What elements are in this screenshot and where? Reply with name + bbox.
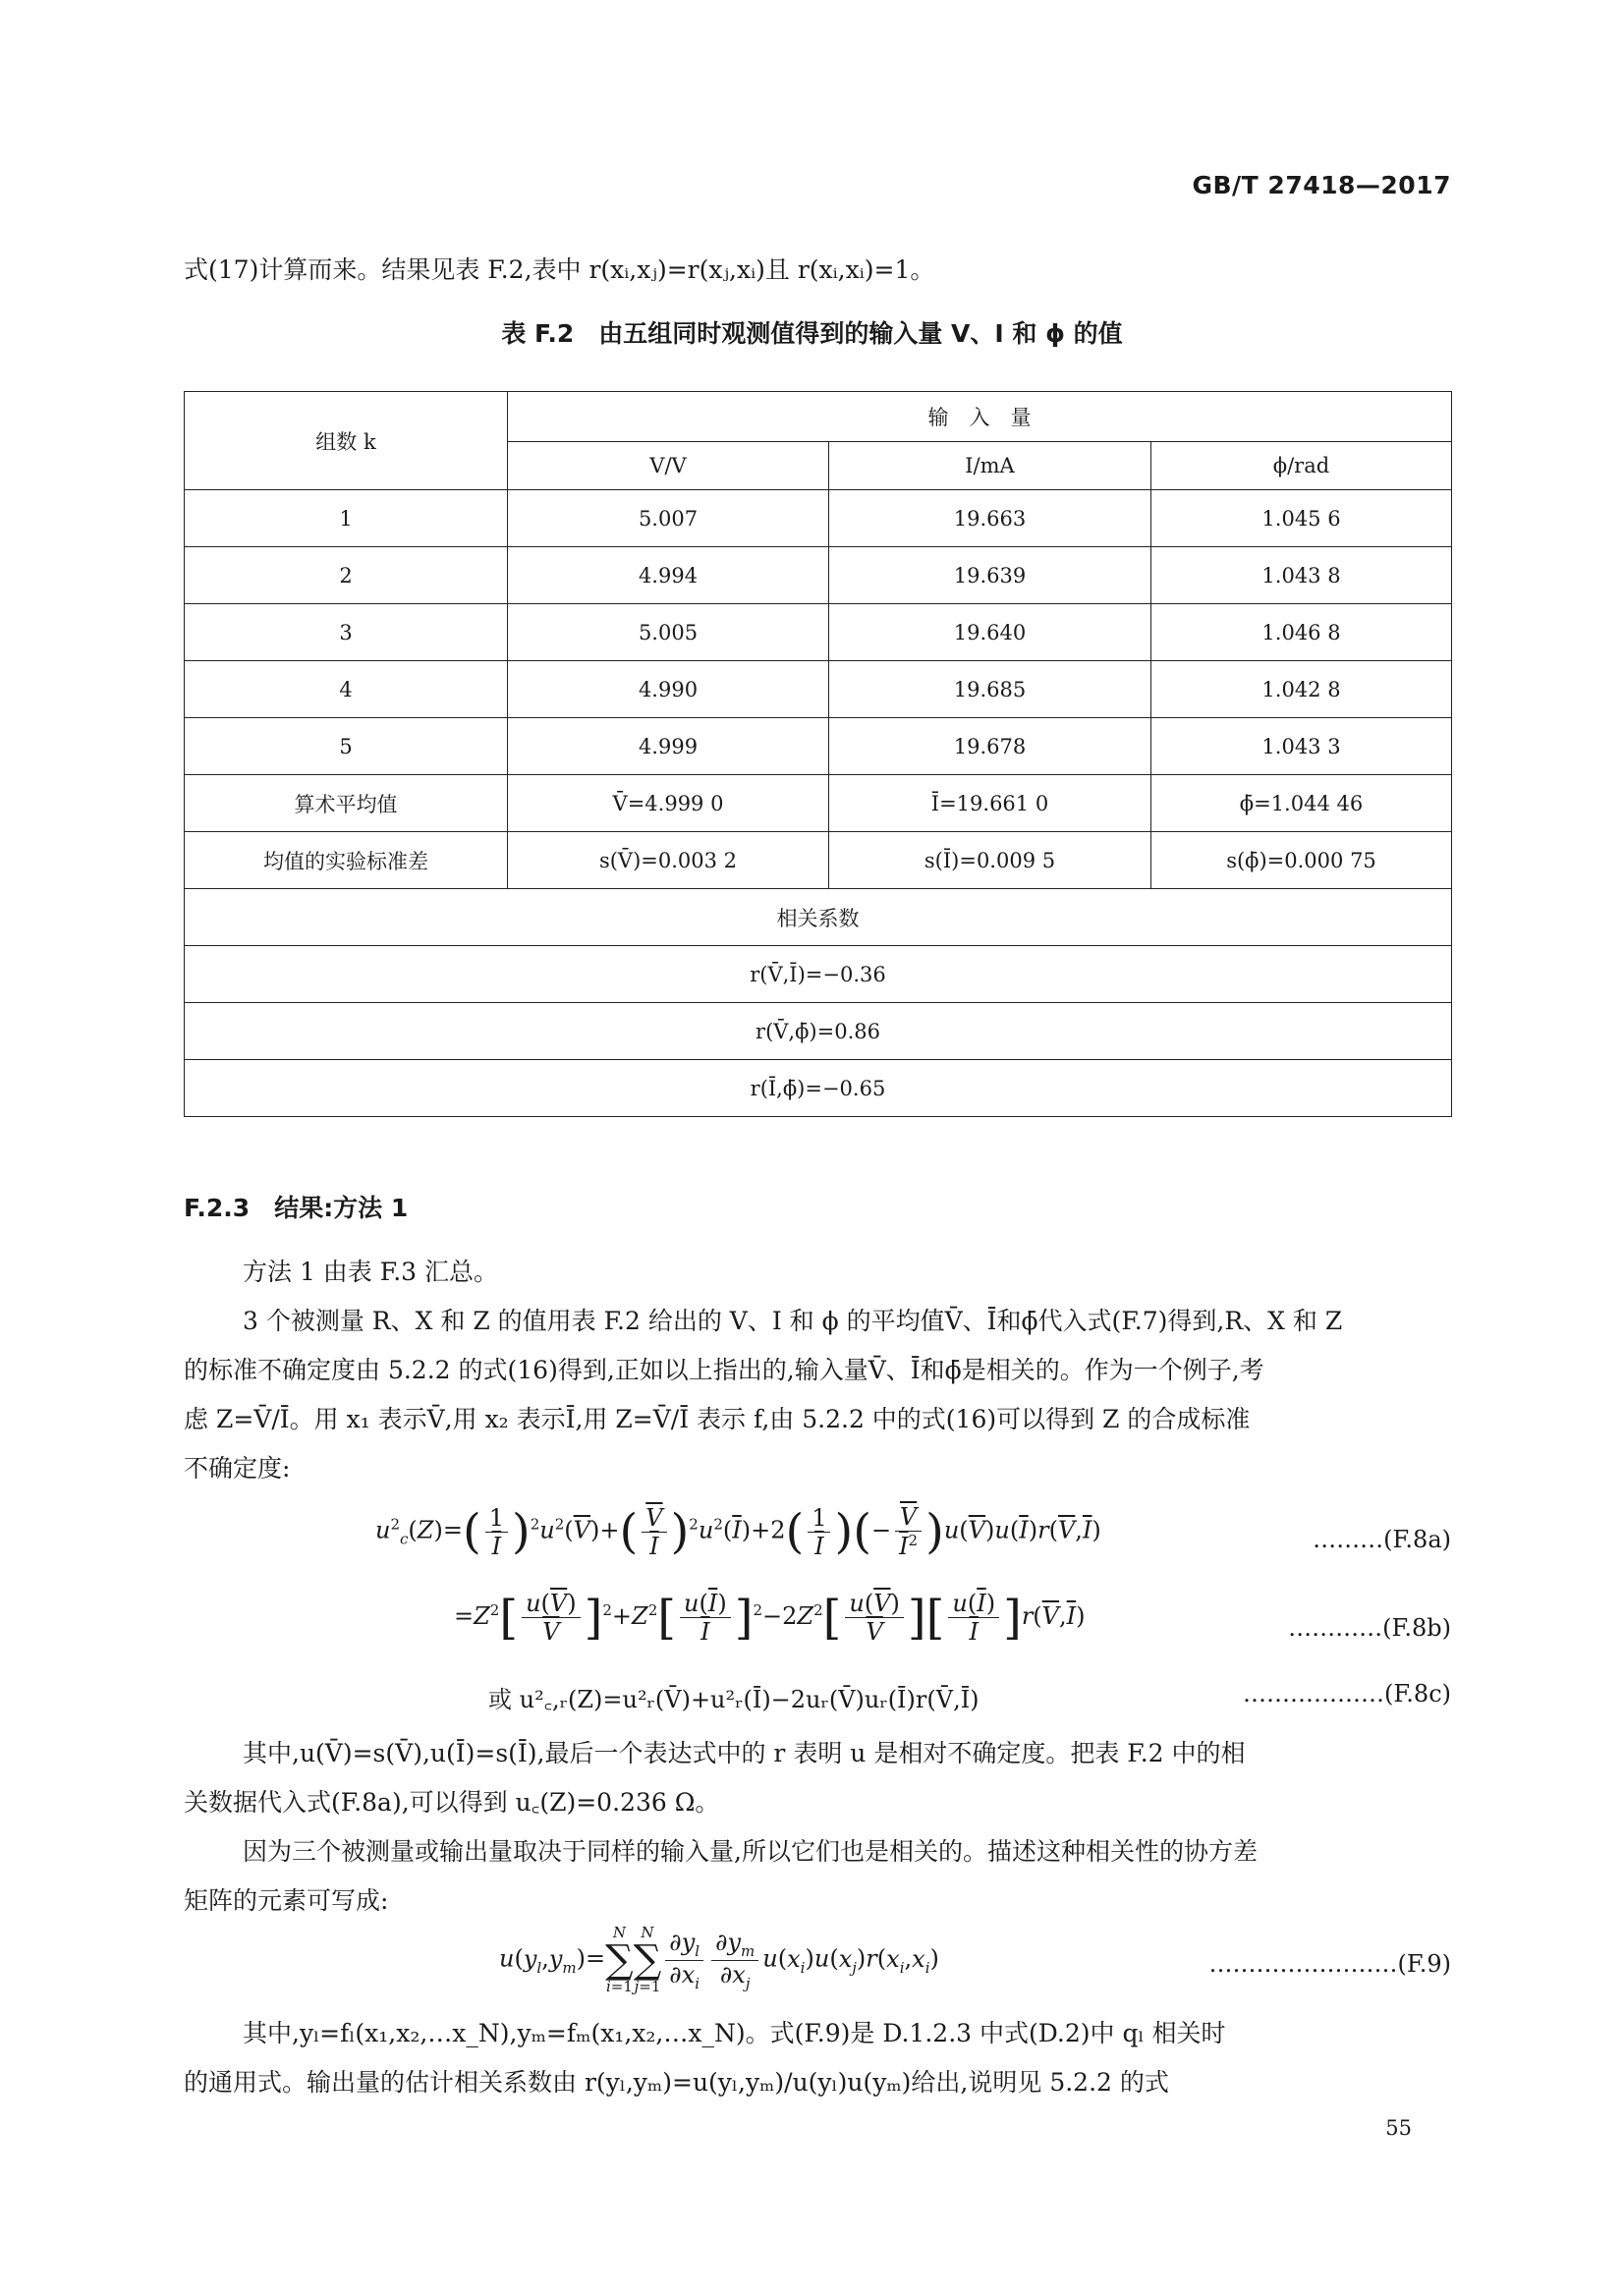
paragraph-3b: 关数据代入式(F.8a),可以得到 u꜀(Z)=0.236 Ω。 — [184, 1788, 720, 1817]
intro-text: 式(17)计算而来。结果见表 F.2,表中 r(xᵢ,xⱼ)=r(xⱼ,xᵢ)且 r(xᵢ,xᵢ)=1。 — [184, 255, 935, 284]
row-phi: 1.046 8 — [1151, 604, 1452, 661]
equation-f9: $u(y_l,y_m)=N$ ∑ i=1N ∑ j=1 $\frac{\partial y_l}{\partial x_i}$ $\frac{\partial y_m}{\partial x_j}$ $u(x_i)u(x_j)r(x_i,x_i)$ — [499, 1924, 939, 1995]
group-header: 组数 k — [185, 392, 508, 490]
paragraph-1: 方法 1 由表 F.3 汇总。 — [243, 1258, 498, 1286]
row-i: 19.663 — [829, 490, 1151, 547]
row-v: 5.005 — [508, 604, 829, 661]
equation-f8c-number: ………………(F.8c) — [1243, 1680, 1451, 1708]
table-row — [185, 718, 1452, 775]
row-k: 5 — [185, 718, 508, 775]
table-row — [185, 661, 1452, 718]
paragraph-2d: 不确定度: — [184, 1454, 291, 1483]
mean-label: 算术平均值 — [185, 775, 508, 832]
paragraph-5b: 的通用式。输出量的估计相关系数由 r(yₗ,yₘ)=u(yₗ,yₘ)/u(yₗ)u(yₘ)给出,说明见 5.2.2 的式 — [184, 2068, 1169, 2097]
row-i: 19.640 — [829, 604, 1151, 661]
equation-f8b-number: …………(F.8b) — [1288, 1614, 1451, 1642]
std-i: s(Ī)=0.009 5 — [829, 832, 1151, 889]
std-v: s(V̄)=0.003 2 — [508, 832, 829, 889]
std-row — [185, 832, 1452, 889]
table-row — [185, 547, 1452, 604]
row-v: 4.994 — [508, 547, 829, 604]
corr-label: 相关系数 — [185, 889, 1452, 946]
col-v: V/V — [508, 442, 829, 490]
row-k: 1 — [185, 490, 508, 547]
row-v: 5.007 — [508, 490, 829, 547]
equation-f8a: $u^2_c(Z)=$( $\frac{1}{I}$ )$^2u^2(\overline{V})+$( $\frac{\overline{V}}{I}$ )$^2u^2(\overline{I})+2$( $\frac{1}{I}$ )(− $\frac{\overline{V}}{\overline{I}^2}$ )$u(\overline{V})u(\overline{I})r(\overline{V},\overline{I})$ — [375, 1503, 1101, 1560]
data-table — [184, 391, 1452, 1117]
row-v: 4.990 — [508, 661, 829, 718]
paragraph-4a: 因为三个被测量或输出量取决于同样的输入量,所以它们也是相关的。描述这种相关性的协方差 — [243, 1837, 1258, 1866]
row-k: 4 — [185, 661, 508, 718]
row-v: 4.999 — [508, 718, 829, 775]
row-phi: 1.043 8 — [1151, 547, 1452, 604]
equation-f8c: 或 u²꜀,ᵣ(Z)=u²ᵣ(V̄)+u²ᵣ(Ī)−2uᵣ(V̄)uᵣ(Ī)r(V̄,Ī) — [488, 1686, 980, 1713]
row-phi: 1.043 3 — [1151, 718, 1452, 775]
col-i: I/mA — [829, 442, 1151, 490]
mean-phi: ϕ̄=1.044 46 — [1151, 775, 1452, 832]
table-row — [185, 490, 1452, 547]
equation-f8b: $=Z^2$[ $\frac{u(\overline{V})}{V}$ ]$^2+Z^2$[ $\frac{u(\overline{I})}{I}$ ]$^2-2Z^2$[ $\frac{u(\overline{V})}{V}$ ][ $\frac{u(\overline{I})}{I}$ ]$r(\overline{V},\overline{I})$ — [454, 1590, 1086, 1646]
row-i: 19.685 — [829, 661, 1151, 718]
mean-v: V̄=4.999 0 — [508, 775, 829, 832]
paragraph-5a: 其中,yₗ=fₗ(x₁,x₂,…x_N),yₘ=fₘ(x₁,x₂,…x_N)。式(F.9)是 D.1.2.3 中式(D.2)中 qₗ 相关时 — [243, 2019, 1226, 2047]
row-i: 19.678 — [829, 718, 1151, 775]
mean-row — [185, 775, 1452, 832]
standard-number: GB/T 27418—2017 — [1192, 171, 1451, 199]
row-k: 3 — [185, 604, 508, 661]
mean-i: Ī=19.661 0 — [829, 775, 1151, 832]
equation-f9-number: ……………………(F.9) — [1208, 1950, 1451, 1978]
row-phi: 1.045 6 — [1151, 490, 1452, 547]
section-heading: F.2.3 结果:方法 1 — [184, 1194, 409, 1222]
paragraph-2a: 3 个被测量 R、X 和 Z 的值用表 F.2 给出的 V、I 和 ϕ 的平均值V̄、Ī和ϕ̄代入式(F.7)得到,R、X 和 Z — [243, 1307, 1343, 1335]
row-phi: 1.042 8 — [1151, 661, 1452, 718]
paragraph-3a: 其中,u(V̄)=s(V̄),u(Ī)=s(Ī),最后一个表达式中的 r 表明 u 是相对不确定度。把表 F.2 中的相 — [243, 1739, 1246, 1767]
corr-iphi: r(Ī,ϕ̄)=−0.65 — [185, 1060, 1452, 1117]
input-header: 输 入 量 — [508, 392, 1452, 442]
page-number: 55 — [1385, 2116, 1412, 2140]
std-label: 均值的实验标准差 — [185, 832, 508, 889]
paragraph-4b: 矩阵的元素可写成: — [184, 1886, 389, 1915]
table-row — [185, 604, 1452, 661]
corr-vphi: r(V̄,ϕ̄)=0.86 — [185, 1003, 1452, 1060]
row-i: 19.639 — [829, 547, 1151, 604]
paragraph-2b: 的标准不确定度由 5.2.2 的式(16)得到,正如以上指出的,输入量V̄、Ī和ϕ̄是相关的。作为一个例子,考 — [184, 1356, 1264, 1384]
corr-vi: r(V̄,Ī)=−0.36 — [185, 946, 1452, 1003]
row-k: 2 — [185, 547, 508, 604]
col-phi: ϕ/rad — [1151, 442, 1452, 490]
equation-f8a-number: ………(F.8a) — [1313, 1526, 1451, 1553]
paragraph-2c: 虑 Z=V̄/Ī。用 x₁ 表示V̄,用 x₂ 表示Ī,用 Z=V̄/Ī 表示 f,由 5.2.2 中的式(16)可以得到 Z 的合成标准 — [184, 1405, 1251, 1433]
std-phi: s(ϕ̄)=0.000 75 — [1151, 832, 1452, 889]
table-caption: 表 F.2 由五组同时观测值得到的输入量 V、I 和 ϕ 的值 — [501, 319, 1123, 348]
